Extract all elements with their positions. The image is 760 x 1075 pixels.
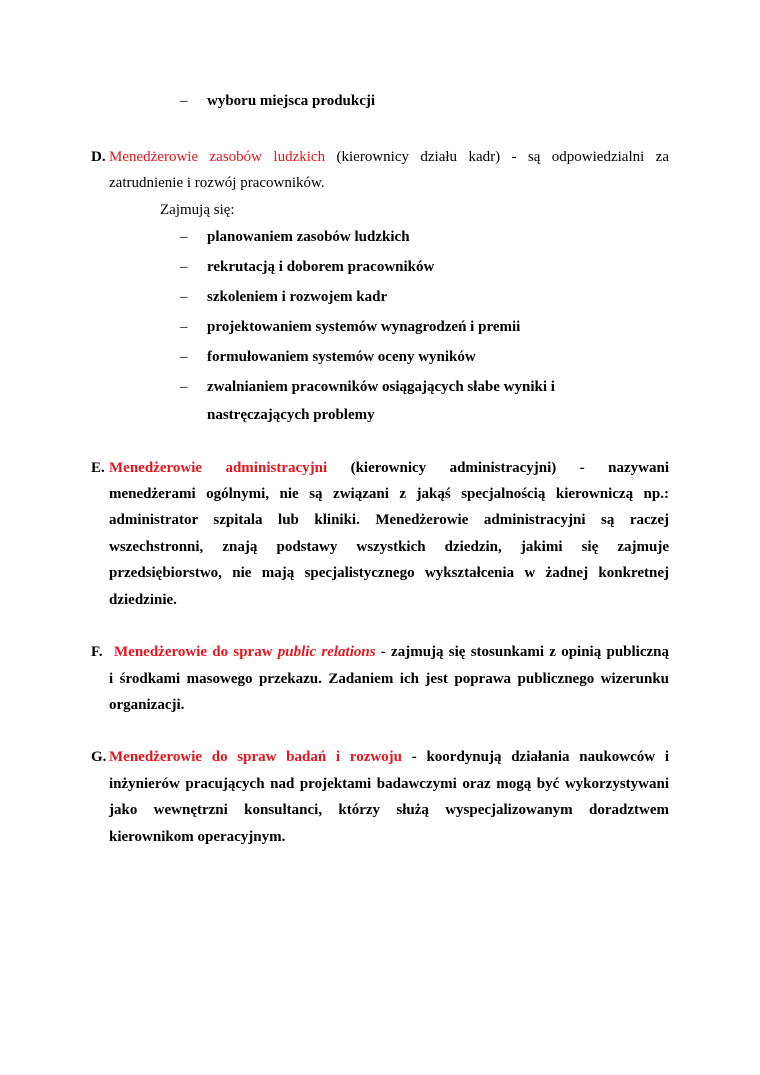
- section-d-bullet: projektowaniem systemów wynagrodzeń i premii: [207, 319, 521, 335]
- section-e-line-1: [109, 459, 669, 477]
- section-e-title: Menedżerowie administracyjni: [109, 460, 328, 476]
- section-e-line-4: wszechstronni, znają podstawy wszystkich dziedzin, jakimi się zajmuje: [109, 539, 669, 555]
- section-f-title-b: public relations: [277, 644, 376, 660]
- section-e-line-2: menedżerami ogólnymi, nie są związani z jakąś specjalnością kierowniczą np.:: [109, 486, 669, 502]
- dash-bullet: –: [180, 93, 188, 109]
- section-f-line-3: organizacji.: [109, 697, 185, 713]
- section-d-bullet: planowaniem zasobów ludzkich: [207, 229, 410, 245]
- section-d-text-1: (kierownicy działu kadr) - są odpowiedzialni za: [336, 149, 670, 165]
- section-g-line-2: inżynierów pracujących nad projektami badawczymi oraz mogą być wykorzystywani: [109, 776, 669, 792]
- section-d-label: D.: [91, 149, 106, 165]
- section-e-text-1: (kierownicy administracyjni) - nazywani: [350, 460, 669, 476]
- section-e-line-6: dziedzinie.: [109, 592, 177, 608]
- section-d-title: Menedżerowie zasobów ludzkich: [109, 149, 326, 165]
- top-bullet: wyboru miejsca produkcji: [207, 93, 376, 109]
- section-g-line-4: kierownikom operacyjnym.: [109, 829, 286, 845]
- section-e-line-5: przedsiębiorstwo, nie mają specjalistycznego wykształcenia w żadnej konkretnej: [109, 565, 669, 581]
- section-g-label: G.: [91, 749, 107, 765]
- dash-bullet: –: [180, 379, 188, 395]
- section-d-bullet: zwalnianiem pracowników osiągających słabe wyniki i: [207, 379, 555, 395]
- dash-bullet: –: [180, 289, 188, 305]
- dash-bullet: –: [180, 349, 188, 365]
- section-d-bullet: formułowaniem systemów oceny wyników: [207, 349, 476, 365]
- section-d-bullet-continued: nastręczających problemy: [207, 407, 375, 423]
- section-f-label: F.: [91, 644, 103, 660]
- section-f-title-a: Menedżerowie do spraw: [114, 644, 278, 660]
- dash-bullet: –: [180, 259, 188, 275]
- dash-bullet: –: [180, 319, 188, 335]
- section-g-line-1: [109, 748, 669, 766]
- section-d-line-1: [109, 148, 669, 166]
- section-g-text-1: - koordynują działania naukowców i: [411, 749, 669, 765]
- section-f-line-1: [114, 643, 669, 661]
- section-g-line-3: jako wewnętrzni konsultanci, którzy służą wyspecjalizowanym doradztwem: [109, 802, 669, 818]
- section-d-bullet: rekrutacją i doborem pracowników: [207, 259, 435, 275]
- section-d-text-2: zatrudnienie i rozwój pracowników.: [109, 175, 325, 191]
- section-e-line-3: administrator szpitala lub kliniki. Menedżerowie administracyjni są raczej: [109, 512, 669, 528]
- section-e-label: E.: [91, 460, 105, 476]
- section-g-title: Menedżerowie do spraw badań i rozwoju: [109, 749, 403, 765]
- dash-bullet: –: [180, 229, 188, 245]
- section-f-line-2: i środkami masowego przekazu. Zadaniem ich jest poprawa publicznego wizerunku: [109, 671, 669, 687]
- section-d-bullet: szkoleniem i rozwojem kadr: [207, 289, 388, 305]
- section-d-intro: Zajmują się:: [160, 202, 235, 218]
- section-f-text-1: - zajmują się stosunkami z opinią publiczną: [380, 644, 669, 660]
- section-f-title: [114, 644, 376, 660]
